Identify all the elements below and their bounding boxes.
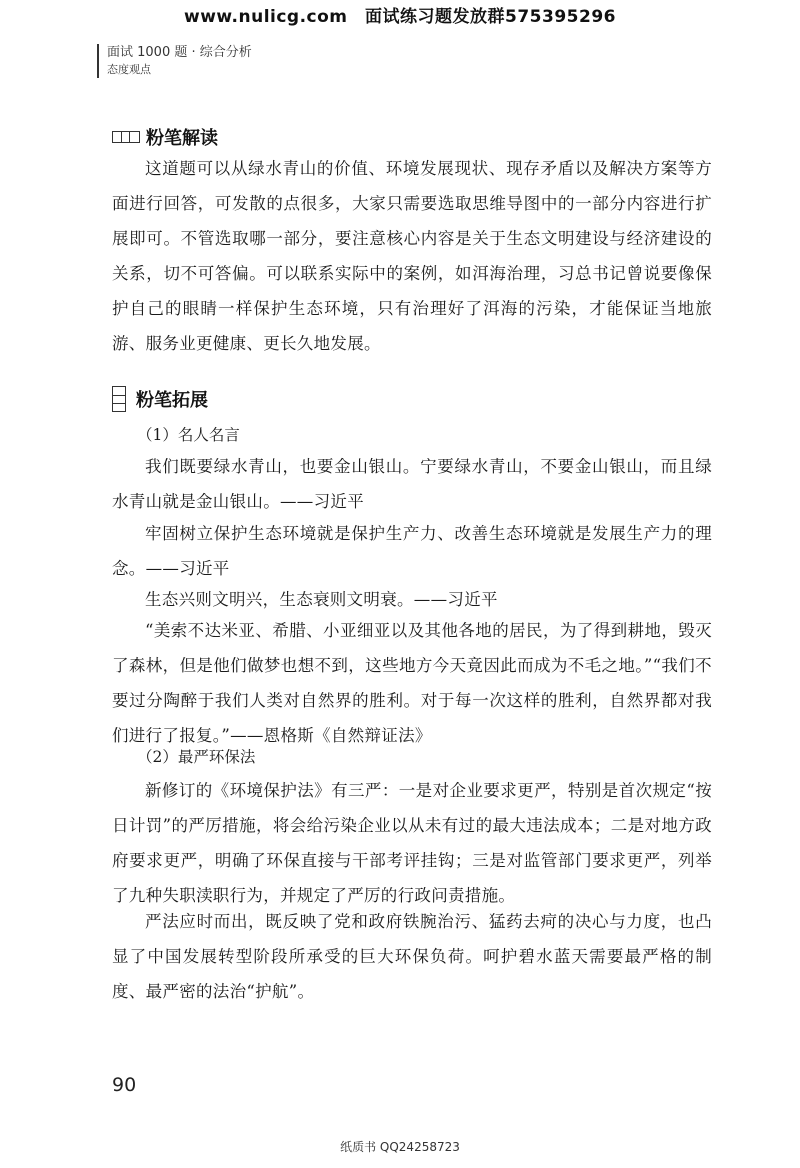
quote-item: 牢固树立保护生态环境就是保护生产力、改善生态环境就是发展生产力的理念。——习近平: [112, 524, 712, 578]
subheading-law: （2）最严环保法: [137, 748, 256, 766]
quote-item: 生态兴则文明兴，生态衰则文明衰。——习近平: [145, 590, 498, 609]
top-banner: www.nulicg.com 面试练习题发放群575395296: [184, 7, 616, 27]
section-heading-expand: [112, 386, 208, 412]
running-header: [97, 44, 252, 78]
section-title-read: 粉笔解读: [146, 128, 218, 149]
quote-item: “美索不达米亚、希腊、小亚细亚以及其他各地的居民，为了得到耕地，毁灭了森林，但是他们做梦也想不到，这些地方今天竟因此而成为不毛之地。”“我们不要过分陶醉于我们人类对自然界的胜利。对于每一次这样的胜利，自然界都对我们进行了报复。”——恩格斯《自然辩证法》: [112, 621, 712, 745]
page-number: 90: [112, 1074, 137, 1096]
chapter-subtitle: 态度观点: [107, 63, 151, 76]
footer-note: 纸质书 QQ24258723: [340, 1140, 460, 1154]
section-title-expand: 粉笔拓展: [136, 390, 208, 411]
book-icon: [112, 131, 140, 143]
section-heading-read: [112, 124, 218, 150]
law-paragraph: 严法应时而出，既反映了党和政府铁腕治污、猛药去疴的决心与力度，也凸显了中国发展转型阶段所承受的巨大环保负荷。呵护碧水蓝天需要最严格的制度、最严密的法治“护航”。: [112, 912, 712, 1001]
book-title: 面试 1000 题 · 综合分析: [107, 45, 252, 60]
read-paragraph: 这道题可以从绿水青山的价值、环境发展现状、现存矛盾以及解决方案等方面进行回答，可发散的点很多，大家只需要选取思维导图中的一部分内容进行扩展即可。不管选取哪一部分，要注意核心内容是关于生态文明建设与经济建设的关系，切不可答偏。可以联系实际中的案例，如洱海治理，习总书记曾说要像保护自己的眼睛一样保护生态环境，只有治理好了洱海的污染，才能保证当地旅游、服务业更健康、更长久地发展。: [112, 159, 712, 353]
expand-icon: [112, 386, 126, 412]
law-paragraph: 新修订的《环境保护法》有三严：一是对企业要求更严，特别是首次规定“按日计罚”的严厉措施，将会给污染企业以从未有过的最大违法成本；二是对地方政府要求更严，明确了环保直接与干部考评挂钩；三是对监管部门要求更严，列举了九种失职渎职行为，并规定了严厉的行政问责措施。: [112, 781, 712, 905]
subheading-quotes: （1）名人名言: [137, 426, 240, 444]
quote-item: 我们既要绿水青山，也要金山银山。宁要绿水青山，不要金山银山，而且绿水青山就是金山银山。——习近平: [112, 457, 712, 511]
